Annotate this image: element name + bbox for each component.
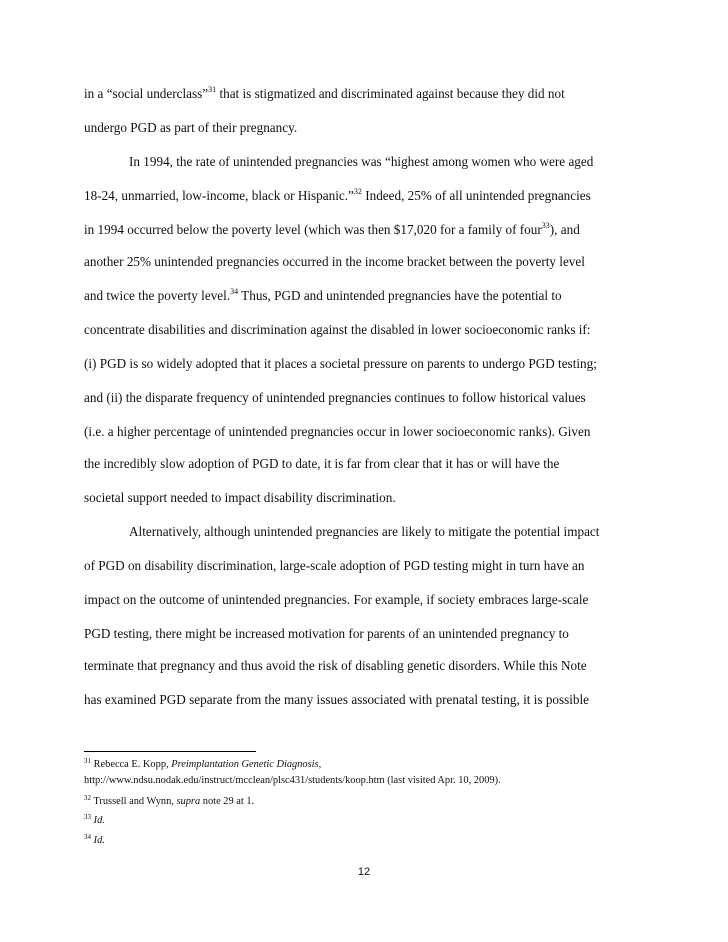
footnote-number: 31 <box>84 757 91 765</box>
footnote-ref-31[interactable]: 31 <box>208 85 217 94</box>
footnote-33 <box>84 814 105 827</box>
footnote-signal: supra <box>176 796 201 807</box>
footnote-text: , <box>318 759 322 770</box>
line-text: ), and <box>549 222 580 237</box>
footnote-number: 34 <box>84 833 91 841</box>
body-line-7 <box>84 288 562 304</box>
body-line-10: and (ii) the disparate frequency of unintended pregnancies continues to follow historical values <box>84 390 586 405</box>
body-line-19: has examined PGD separate from the many issues associated with prenatal testing, it is possible <box>84 692 590 707</box>
footnote-31-url[interactable]: http://www.ndsu.nodak.edu/instruct/mcclean/plsc431/students/koop.htm (last visited Apr. 10, 2009). <box>84 775 501 786</box>
body-line-5 <box>84 222 580 238</box>
line-text: Indeed, 25% of all unintended pregnancies <box>361 188 591 203</box>
body-line-1 <box>84 86 565 102</box>
footnote-text: Trussell and Wynn, <box>91 796 177 807</box>
footnote-text: Id. <box>93 835 105 846</box>
body-line-8: concentrate disabilities and discrimination against the disabled in lower socioeconomic ranks if: <box>84 322 591 337</box>
body-line-12: the incredibly slow adoption of PGD to date, it is far from clear that it has or will have the <box>84 456 560 471</box>
footnote-ref-33[interactable]: 33 <box>541 221 550 230</box>
footnote-text: Id. <box>93 815 105 826</box>
body-line-15: of PGD on disability discrimination, large-scale adoption of PGD testing might in turn have an <box>84 558 585 573</box>
body-line-9: (i) PGD is so widely adopted that it places a societal pressure on parents to undergo PGD testing; <box>84 356 597 371</box>
footnote-ref-34[interactable]: 34 <box>230 287 239 296</box>
footnote-number: 33 <box>84 813 91 821</box>
body-line-4 <box>84 188 591 204</box>
line-text: that is stigmatized and discriminated against because they did not <box>216 86 565 101</box>
line-text: 18-24, unmarried, low-income, black or Hispanic.” <box>84 188 354 203</box>
body-line-17: PGD testing, there might be increased motivation for parents of an unintended pregnancy to <box>84 626 569 641</box>
line-text: in a “social underclass” <box>84 86 209 101</box>
footnote-number: 32 <box>84 794 91 802</box>
body-line-6: another 25% unintended pregnancies occurred in the income bracket between the poverty level <box>84 254 585 269</box>
footnote-ref-32[interactable]: 32 <box>353 187 362 196</box>
line-text: Thus, PGD and unintended pregnancies have the potential to <box>238 288 562 303</box>
line-text: in 1994 occurred below the poverty level (which was then $17,020 for a family of four <box>84 222 542 237</box>
footnote-text: note 29 at 1. <box>200 796 255 807</box>
body-line-18: terminate that pregnancy and thus avoid the risk of disabling genetic disorders. While this Note <box>84 658 587 673</box>
footnote-34 <box>84 834 105 847</box>
body-line-13: societal support needed to impact disability discrimination. <box>84 490 396 505</box>
body-line-11: (i.e. a higher percentage of unintended pregnancies occur in lower socioeconomic ranks). Given <box>84 424 591 439</box>
footnote-31 <box>84 758 321 771</box>
body-line-2: undergo PGD as part of their pregnancy. <box>84 120 298 135</box>
body-line-3: In 1994, the rate of unintended pregnancies was “highest among women who were aged <box>129 154 594 169</box>
page-number: 12 <box>357 866 371 878</box>
footnote-title: Preimplantation Genetic Diagnosis <box>171 759 319 770</box>
footnote-text: Rebecca E. Kopp, <box>91 759 172 770</box>
body-line-16: impact on the outcome of unintended pregnancies. For example, if society embraces large-scale <box>84 592 589 607</box>
footnote-separator <box>84 751 256 752</box>
line-text: and twice the poverty level. <box>84 288 231 303</box>
body-line-14: Alternatively, although unintended pregnancies are likely to mitigate the potential impact <box>129 524 600 539</box>
footnote-32 <box>84 795 254 808</box>
